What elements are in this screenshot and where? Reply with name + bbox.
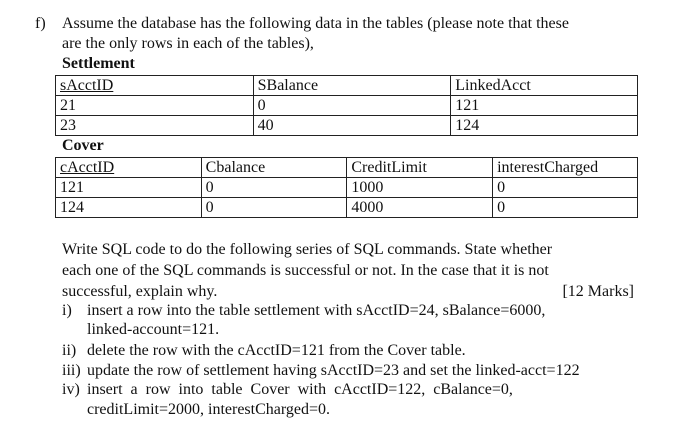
table-cell: 124 — [56, 198, 202, 218]
table-cell: 0 — [493, 198, 638, 218]
header-sacctid: sAcctID — [56, 76, 254, 96]
table-cell: 121 — [451, 96, 638, 116]
item-text: update the row of settlement having sAcctID=23 and set the linked-acct=122 — [87, 362, 580, 379]
table-cell: 0 — [201, 198, 347, 218]
header-interestcharged: interestCharged — [493, 158, 638, 178]
intro-line-1: Assume the database has the following data in the tables (please note that these — [62, 15, 569, 32]
header-cacctid: cAcctID — [56, 158, 202, 178]
table-cell: 121 — [56, 178, 202, 198]
settlement-table-title: Settlement — [62, 55, 135, 72]
item-label: iii) — [62, 362, 81, 379]
item-label: ii) — [62, 342, 77, 359]
intro-line-2: are the only rows in each of the tables), — [62, 35, 314, 52]
instruction-line-2: each one of the SQL commands is successful or not. In the case that it is not — [62, 262, 549, 279]
settlement-table — [55, 75, 638, 136]
header-sbalance: SBalance — [253, 76, 451, 96]
table-header-row — [56, 158, 638, 178]
marks-label: [12 Marks] — [562, 283, 634, 300]
table-row — [56, 116, 638, 136]
item-label: iv) — [62, 381, 80, 398]
instruction-line-3: successful, explain why. — [62, 283, 218, 300]
cover-table — [55, 157, 638, 218]
table-row — [56, 198, 638, 218]
table-row — [56, 178, 638, 198]
header-cbalance: Cbalance — [201, 158, 347, 178]
cover-table-title: Cover — [62, 137, 104, 154]
item-text: creditLimit=2000, interestCharged=0. — [87, 401, 331, 418]
table-cell: 124 — [451, 116, 638, 136]
item-text: insert a row into table Cover with cAcctID=122, cBalance=0, — [87, 381, 513, 398]
item-text: delete the row with the cAcctID=121 from the Cover table. — [87, 342, 466, 359]
question-label: f) — [35, 15, 46, 32]
table-cell: 0 — [201, 178, 347, 198]
table-row — [56, 96, 638, 116]
table-cell: 21 — [56, 96, 254, 116]
table-cell: 1000 — [347, 178, 493, 198]
item-text: linked-account=121. — [87, 321, 220, 338]
header-linkedacct: LinkedAcct — [451, 76, 638, 96]
table-cell: 23 — [56, 116, 254, 136]
table-cell: 0 — [253, 96, 451, 116]
item-text: insert a row into the table settlement with sAcctID=24, sBalance=6000, — [87, 302, 546, 319]
table-cell: 40 — [253, 116, 451, 136]
item-label: i) — [62, 302, 72, 319]
instruction-line-1: Write SQL code to do the following series of SQL commands. State whether — [62, 241, 553, 258]
table-header-row — [56, 76, 638, 96]
table-cell: 0 — [493, 178, 638, 198]
header-creditlimit: CreditLimit — [347, 158, 493, 178]
table-cell: 4000 — [347, 198, 493, 218]
